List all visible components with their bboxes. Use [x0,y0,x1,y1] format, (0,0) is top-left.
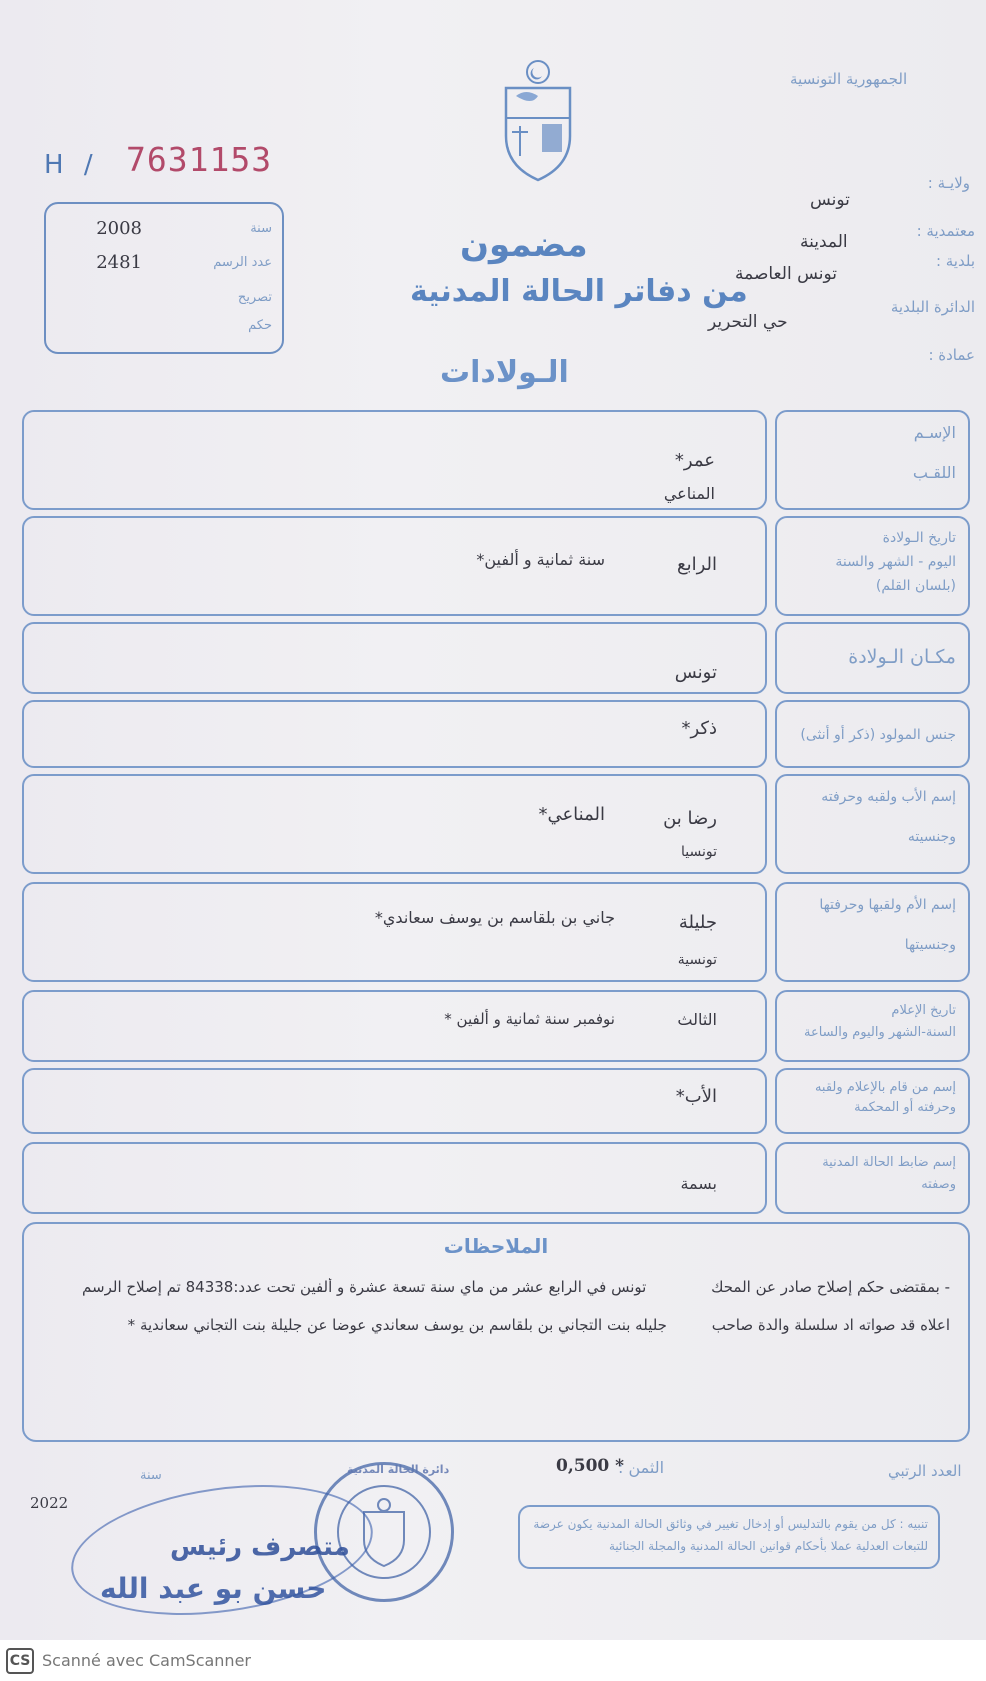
section-title: الـولادات [440,355,569,390]
dob-label-line1: تاريخ الـولادة [882,530,956,546]
row-officer [22,1142,970,1214]
document-title: مضمون [460,225,588,265]
dob-label-line2: اليوم - الشهر والسنة [835,554,956,570]
officer-label-line2: وصفته [921,1177,956,1192]
register-box [44,202,284,354]
surname-label-line: اللقـب [912,463,956,482]
municipality-value: تونس العاصمة [735,264,837,284]
register-year-value: 2008 [96,218,142,239]
imada-label: عمادة : [928,346,975,364]
pob-field [22,622,767,694]
declaration-date-label [775,990,970,1062]
serial-number: 7631153 [126,140,273,179]
father-label [775,774,970,874]
mother-label-line2: وجنسيتها [904,937,956,953]
warning-box: تنبيه : كل من يقوم بالتدليس أو إدخال تغيير في وثائق الحالة المدنية يكون عرضة للتبعات العدلية عملا بأحكام قوانين الحالة المدنية والمجلة الجنائية [518,1505,940,1569]
declaration-date-field [22,990,767,1062]
note-line-2 [50,1316,950,1334]
name-value: عمر* [674,450,715,471]
mother-field [22,882,767,982]
coat-of-arms-icon [498,56,578,184]
note-line-1-b: تونس في الرابع عشر من ماي سنة تسعة عشرة و ألفين تحت عدد:84338 تم إصلاح الرسم [82,1278,647,1296]
row-father [22,774,970,874]
mother-value-name: جليلة [678,912,717,933]
name-field [22,410,767,510]
mother-label [775,882,970,982]
document-subtitle: من دفاتر الحالة المدنية [410,274,748,309]
officer-value: بسمة [680,1174,717,1193]
governorate-label: ولايـة : [927,174,970,192]
sex-label: جنس المولود (ذكر أو أنثى) [775,700,970,768]
register-number-label: عدد الرسم [213,255,272,270]
row-dob [22,516,970,616]
declarant-label [775,1068,970,1134]
footer-year-label: سنة [140,1468,162,1483]
signature-title: متصرف رئيس [170,1532,350,1562]
declaration-label-line1: تاريخ الإعلام [891,1003,956,1018]
declaration-month-year: نوفمبر سنة ثمانية و ألفين * [444,1010,615,1028]
municipality-label: بلدية : [935,252,975,270]
camscanner-logo-icon: CS [6,1648,34,1674]
official-number-label: العدد الرتبي [888,1462,962,1480]
stamp-text: دائرة الحالة المدنية [347,1463,450,1476]
delegation-label: معتمدية : [916,222,975,240]
dob-value-year: سنة ثمانية و ألفين* [476,550,605,569]
father-value-name: رضا بن [663,808,717,829]
row-pob [22,622,970,694]
declarant-field [22,1068,767,1134]
republic-label: الجمهورية التونسية [790,70,908,88]
dob-field [22,516,767,616]
dob-label-line3: (بلسان القلم) [875,578,956,594]
declarant-value: الأب* [675,1086,717,1107]
declarant-label-line2: وحرفته أو المحكمة [854,1100,956,1115]
district-label: الدائرة البلدية [890,298,975,316]
note-line-1-a: - بمقتضى حكم إصلاح صادر عن المحك [711,1278,950,1296]
note-line-1 [50,1278,950,1296]
sex-value: ذكر* [681,718,717,739]
pob-value: تونس [674,662,717,683]
sex-field [22,700,767,768]
register-declaration-label: تصريح [237,290,272,305]
footer-year-value: 2022 [30,1494,69,1512]
father-label-line2: وجنسيته [907,829,956,845]
note-line-2-b: جليله بنت التجاني بن بلقاسم بن يوسف سعاندي عوضا عن جليلة بنت التجاني سعاندية * [127,1316,667,1334]
scanner-footer [0,1640,986,1681]
name-label [775,410,970,510]
signature-name: حسن بو عبد الله [100,1572,327,1605]
register-judgment-label: حكم [248,318,272,333]
district-value: حي التحرير [708,312,788,332]
mother-nationality: تونسية [677,952,717,968]
row-sex [22,700,970,768]
father-value-surname: المناعي* [538,804,605,825]
officer-label-line1: إسم ضابط الحالة المدنية [822,1155,956,1170]
row-declaration-date [22,990,970,1062]
dob-value-day: الرابع [676,554,717,575]
father-nationality: تونسيا [680,844,717,860]
notes-box [22,1222,970,1442]
delegation-value: المدينة [800,232,848,252]
pob-label: مكـان الـولادة [775,622,970,694]
row-name [22,410,970,510]
mother-value-lineage: جاني بن بلقاسم بن يوسف سعاندي* [374,908,615,927]
father-label-line1: إسم الأب ولقبه وحرفته [821,789,956,805]
register-year-label: سنة [250,221,272,236]
row-mother [22,882,970,982]
declaration-day: الثالث [677,1010,717,1029]
governorate-value: تونس [810,190,850,210]
surname-value: المناعي [663,484,715,503]
father-field [22,774,767,874]
row-declarant [22,1068,970,1134]
name-label-line: الإسـم [913,423,956,442]
dob-label [775,516,970,616]
camscanner-text: Scanné avec CamScanner [42,1651,251,1670]
price-label: الثمن : [618,1458,665,1477]
price-value: 0,500 * [556,1456,625,1476]
officer-field [22,1142,767,1214]
officer-label [775,1142,970,1214]
mother-label-line1: إسم الأم ولقبها وحرفتها [819,897,956,913]
serial-prefix: H / [44,150,99,180]
declarant-label-line1: إسم من قام بالإعلام ولقبه [814,1080,956,1095]
notes-title: الملاحظات [443,1234,549,1258]
register-number-value: 2481 [96,252,142,273]
note-line-2-a: اعلاه قد صواته اد سلسلة والدة صاحب [711,1316,950,1334]
declaration-label-line2: السنة-الشهر واليوم والساعة [803,1025,956,1040]
